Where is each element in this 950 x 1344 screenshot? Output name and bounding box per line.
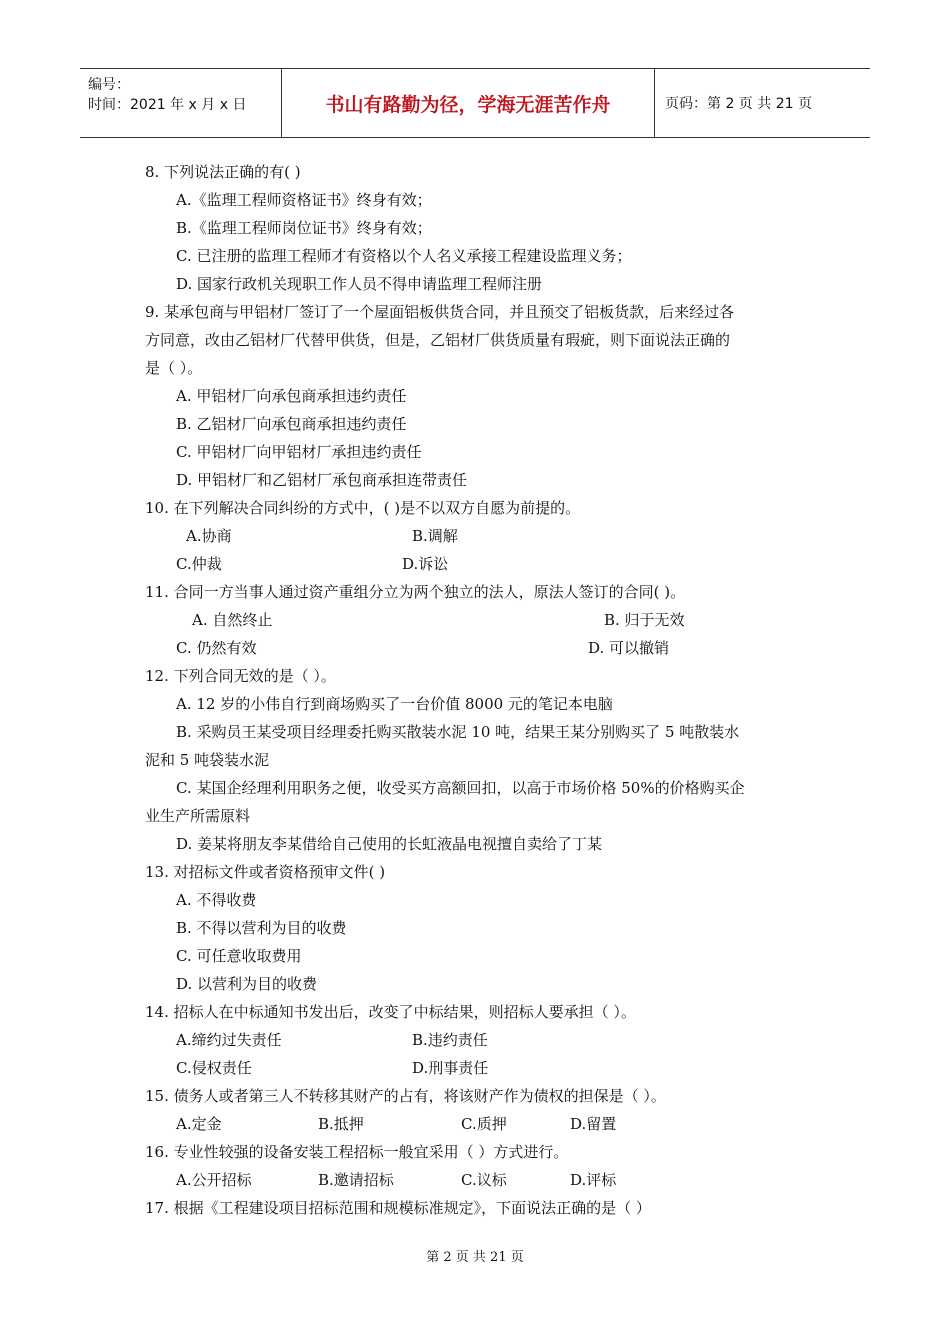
q12-option-c-cont: 业生产所需原料	[145, 807, 251, 825]
q9-option-a: A. 甲铝材厂向承包商承担违约责任	[176, 387, 407, 405]
q12-option-d: D. 姜某将朋友李某借给自己使用的长虹液晶电视擅自卖给了丁某	[176, 835, 603, 853]
q10-option-b: B.调解	[412, 527, 458, 545]
q11-option-c: C. 仍然有效	[176, 639, 257, 657]
header-page-info: 页码：第 2 页 共 21 页	[665, 96, 812, 112]
q15-option-c: C.质押	[461, 1115, 507, 1133]
q9-option-c: C. 甲铝材厂向甲铝材厂承担违约责任	[176, 443, 422, 461]
q12-option-c: C. 某国企经理利用职务之便，收受买方高额回扣，以高于市场价格 50%的价格购买企	[176, 779, 745, 797]
q14-option-c: C.侵权责任	[176, 1059, 252, 1077]
q15-option-a: A.定金	[176, 1115, 222, 1133]
q14-option-b: B.违约责任	[412, 1031, 488, 1049]
q16-option-c: C.议标	[461, 1171, 507, 1189]
q12-option-a: A. 12 岁的小伟自行到商场购买了一台价值 8000 元的笔记本电脑	[176, 695, 613, 713]
q13-option-a: A. 不得收费	[176, 891, 257, 909]
q12-option-b: B. 采购员王某受项目经理委托购买散装水泥 10 吨，结果王某分别购买了 5 吨散装水	[176, 723, 740, 741]
question-9-cont2: 是（ ）。	[145, 359, 203, 377]
q11-option-b: B. 归于无效	[604, 611, 685, 629]
q8-option-d: D. 国家行政机关现职工作人员不得申请监理工程师注册	[176, 275, 543, 293]
header-meta	[80, 69, 282, 137]
q11-option-a: A. 自然终止	[192, 611, 273, 629]
q16-option-a: A.公开招标	[176, 1171, 252, 1189]
q8-option-b: B.《监理工程师岗位证书》终身有效；	[176, 219, 432, 237]
q9-option-d: D. 甲铝材厂和乙铝材厂承包商承担连带责任	[176, 471, 468, 489]
q14-option-d: D.刑事责任	[412, 1059, 489, 1077]
question-10: 10. 在下列解决合同纠纷的方式中，( )是不以双方自愿为前提的。	[145, 499, 581, 517]
q10-option-a: A.协商	[186, 527, 232, 545]
q8-option-c: C. 已注册的监理工程师才有资格以个人名义承接工程建设监理义务；	[176, 247, 632, 265]
q11-option-d: D. 可以撤销	[588, 639, 670, 657]
question-11: 11. 合同一方当事人通过资产重组分立为两个独立的法人，原法人签订的合同( )。	[145, 583, 686, 601]
q15-option-d: D.留置	[570, 1115, 617, 1133]
q13-option-d: D. 以营利为目的收费	[176, 975, 318, 993]
page-header	[80, 68, 870, 138]
question-12: 12. 下列合同无效的是（ ）。	[145, 667, 336, 685]
q16-option-d: D.评标	[570, 1171, 617, 1189]
question-15: 15. 债务人或者第三人不转移其财产的占有，将该财产作为债权的担保是（ ）。	[145, 1087, 666, 1105]
number-label: 编号：	[88, 77, 130, 93]
q13-option-c: C. 可任意收取费用	[176, 947, 302, 965]
q10-option-d: D.诉讼	[402, 555, 449, 573]
question-8: 8. 下列说法正确的有( )	[145, 163, 301, 181]
q14-option-a: A.缔约过失责任	[176, 1031, 282, 1049]
page-footer: 第 2 页 共 21 页	[426, 1250, 524, 1265]
question-13: 13. 对招标文件或者资格预审文件( )	[145, 863, 386, 881]
q12-option-b-cont: 泥和 5 吨袋装水泥	[145, 751, 270, 769]
header-motto: 书山有路勤为径，学海无涯苦作舟	[282, 69, 655, 137]
question-16: 16. 专业性较强的设备安装工程招标一般宜采用（ ）方式进行。	[145, 1143, 569, 1161]
q15-option-b: B.抵押	[318, 1115, 364, 1133]
question-17: 17. 根据《工程建设项目招标范围和规模标准规定》，下面说法正确的是（ ）	[145, 1199, 651, 1217]
q16-option-b: B.邀请招标	[318, 1171, 394, 1189]
question-9-cont1: 方同意，改由乙铝材厂代替甲供货，但是，乙铝材厂供货质量有瑕疵，则下面说法正确的	[145, 331, 731, 349]
q9-option-b: B. 乙铝材厂向承包商承担违约责任	[176, 415, 407, 433]
q13-option-b: B. 不得以营利为目的收费	[176, 919, 347, 937]
q10-option-c: C.仲裁	[176, 555, 222, 573]
date-label: 时间：2021 年 x 月 x 日	[88, 97, 247, 113]
question-9: 9. 某承包商与甲铝材厂签订了一个屋面铝板供货合同，并且预交了铝板货款，后来经过各	[145, 303, 735, 321]
q8-option-a: A.《监理工程师资格证书》终身有效；	[176, 191, 432, 209]
question-14: 14. 招标人在中标通知书发出后，改变了中标结果，则招标人要承担（ ）。	[145, 1003, 636, 1021]
